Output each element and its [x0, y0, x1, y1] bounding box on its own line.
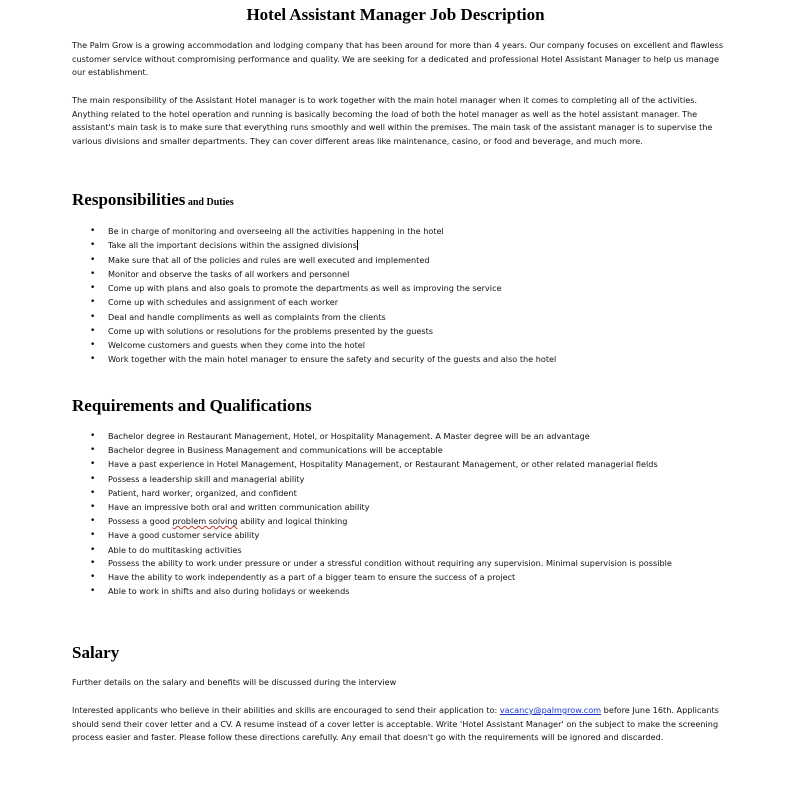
bullet-icon: •: [90, 572, 96, 583]
list-item: [72, 338, 732, 352]
bullet-icon: •: [90, 473, 96, 484]
list-item: [72, 281, 732, 295]
list-item: [72, 543, 732, 557]
list-item-text: Possess a good: [108, 516, 173, 527]
list-item: [72, 238, 732, 252]
list-item-text: Come up with schedules and assignment of each worker: [108, 297, 339, 308]
list-item: [72, 295, 732, 309]
list-item: [72, 310, 732, 324]
list-item-text: Possess a leadership skill and managerial ability: [108, 473, 305, 484]
bullet-icon: •: [90, 340, 96, 350]
bullet-icon: •: [90, 226, 96, 236]
bullet-icon: •: [90, 240, 96, 251]
salary-heading: Salary: [72, 643, 120, 662]
list-item: [72, 324, 732, 338]
list-item: [72, 267, 732, 281]
list-item-text: Have a past experience in Hotel Management, Hospitality Management, or Restaurant Management, or other related managerial fields: [108, 459, 658, 470]
list-item: [72, 557, 732, 570]
list-item-text: Have a good customer service ability: [108, 530, 260, 541]
responsibilities-heading-small: and Duties: [185, 197, 234, 208]
bullet-icon: •: [90, 354, 96, 365]
list-item-text: Take all the important decisions within the assigned divisions: [108, 240, 357, 251]
bullet-icon: •: [90, 431, 96, 441]
list-item-text-rest: ability and logical thinking: [237, 516, 348, 527]
list-item-text: Possess the ability to work under pressure or under a stressful condition without requiring any supervision. Minimal supervision is possible: [108, 557, 672, 568]
main-paragraph: The main responsibility of the Assistant Hotel manager is to work together with the main hotel manager when it comes to completing all of the activities. Anything related to the hotel operation and running is basically becoming the load of both the hotel manager as well as the hotel assistant manager. The assistant's main task is to make sure that everything runs smoothly and well within the premises. The main task of the assistant manager is to supervise the various divisions and smaller departments. They can cover different areas like maintenance, casino, or food and beverage, and much more.: [72, 95, 713, 146]
email-link[interactable]: vacancy@palmgrow.com: [499, 705, 602, 715]
list-item-text: Deal and handle compliments as well as complaints from the clients: [108, 311, 386, 322]
bullet-icon: •: [90, 586, 96, 597]
bullet-icon: •: [90, 502, 96, 513]
list-item: [72, 457, 732, 471]
intro-paragraph: The Palm Grow is a growing accommodation and lodging company that has been around for more than 4 years. Our company focuses on excellent and flawless customer service without compromising performance and quality. We are seeking for a dedicated and professional Hotel Assistant Manager to help us manage our establishment.: [72, 40, 724, 78]
bullet-icon: •: [90, 487, 96, 498]
bullet-icon: •: [90, 311, 96, 322]
salary-details: Further details on the salary and benefits will be discussed during the interview: [72, 677, 397, 687]
bullet-icon: •: [90, 445, 96, 456]
bullet-icon: •: [90, 283, 96, 293]
list-item-text: Able to work in shifts and also during holidays or weekends: [108, 586, 350, 597]
list-item: [72, 429, 732, 443]
bullet-icon: •: [90, 544, 96, 555]
list-item-text: Come up with plans and also goals to promote the departments as well as improving the service: [108, 283, 502, 293]
list-item-text: Patient, hard worker, organized, and confident: [108, 487, 297, 498]
application-paragraph: [72, 704, 732, 745]
responsibilities-heading: [72, 190, 234, 213]
list-item: [72, 224, 732, 238]
bullet-icon: •: [90, 325, 96, 336]
responsibilities-list: [72, 224, 732, 367]
list-item-text: Bachelor degree in Restaurant Management, Hotel, or Hospitality Management. A Master degree will be an advantage: [108, 431, 590, 441]
list-item-text: Be in charge of monitoring and overseeing all the activities happening in the hotel: [108, 226, 444, 236]
list-item: [72, 528, 732, 542]
list-item: [72, 253, 732, 267]
apply-text-before: Interested applicants who believe in their abilities and skills are encouraged to send their application to:: [72, 705, 500, 715]
list-item: [72, 472, 732, 486]
bullet-icon: •: [90, 297, 96, 308]
list-item-text: Able to do multitasking activities: [108, 544, 242, 555]
list-item-text: Welcome customers and guests when they come into the hotel: [108, 340, 366, 350]
misspelled-word: problem solving: [172, 516, 238, 527]
list-item-text: Make sure that all of the policies and rules are well executed and implemented: [108, 254, 430, 265]
responsibilities-heading-main: Responsibilities: [72, 190, 186, 209]
bullet-icon: •: [90, 530, 96, 541]
bullet-icon: •: [90, 254, 96, 265]
list-item: [72, 443, 732, 457]
requirements-heading: Requirements and Qualifications: [72, 396, 312, 415]
list-item-text: Have the ability to work independently as a part of a bigger team to ensure the success of a project: [108, 572, 516, 583]
list-item-text: Come up with solutions or resolutions for the problems presented by the guests: [108, 325, 434, 336]
list-item: [72, 514, 732, 528]
bullet-icon: •: [90, 459, 96, 470]
list-item-text: Bachelor degree in Business Management and communications will be acceptable: [108, 445, 443, 456]
bullet-icon: •: [90, 516, 96, 527]
list-item-text: Work together with the main hotel manager to ensure the safety and security of the guests and also the hotel: [108, 354, 557, 365]
bullet-icon: •: [90, 268, 96, 279]
apply-text-after: before June 16th. Applicants should send their cover letter and a CV. A resume instead of a cover letter is acceptable. Write 'Hotel Assistant Manager' on the subject to make the screening process easier and faster. Please follow these directions carefully. Any email that doesn't go with the requirements will be ignored and discarded.: [72, 705, 719, 743]
requirements-list: [72, 429, 732, 599]
document-title: Hotel Assistant Manager Job Description: [246, 5, 545, 24]
list-item: [72, 486, 732, 500]
list-item-text: Monitor and observe the tasks of all workers and personnel: [108, 268, 350, 279]
list-item-text: Have an impressive both oral and written communication ability: [108, 502, 370, 513]
list-item: [72, 570, 732, 584]
bullet-icon: •: [90, 557, 96, 568]
list-item: [72, 500, 732, 514]
list-item: [72, 352, 732, 366]
list-item: [72, 584, 732, 598]
